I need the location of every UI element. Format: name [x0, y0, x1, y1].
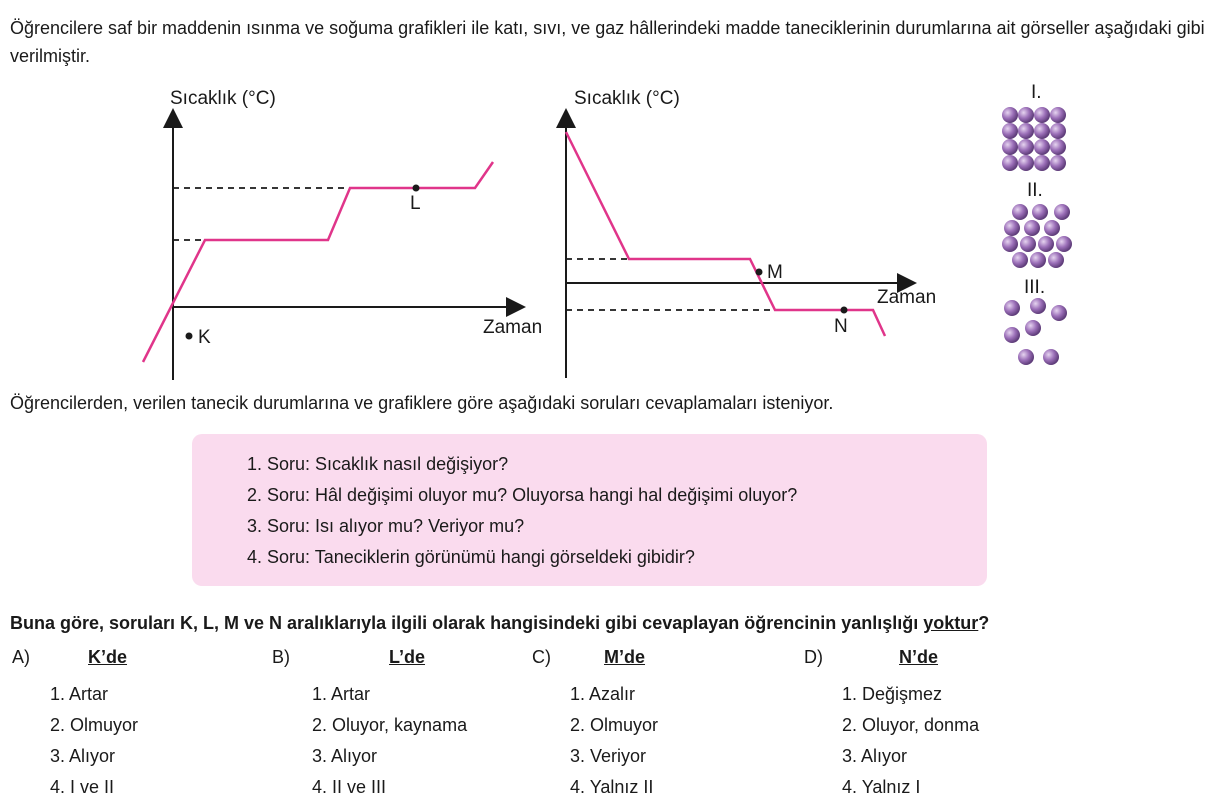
option-line: 1. Değişmez [842, 684, 943, 704]
point-K-label: K [198, 327, 211, 348]
particle [1002, 236, 1018, 252]
option-letter: D) [804, 647, 823, 667]
option-line: 1. Azalır [570, 684, 636, 704]
particle [1034, 123, 1050, 139]
option-letter: B) [272, 647, 290, 667]
particle [1012, 204, 1028, 220]
particle [1004, 327, 1020, 343]
particle [1043, 349, 1059, 365]
option-title: N’de [899, 647, 939, 667]
cooling-curve [566, 132, 885, 336]
particle [1025, 320, 1041, 336]
option-line: 1. Artar [50, 684, 109, 704]
particle [1038, 236, 1054, 252]
particle [1018, 123, 1034, 139]
particle [1004, 220, 1020, 236]
particle [1002, 139, 1018, 155]
particle [1034, 155, 1050, 171]
question-2: 2. Soru: Hâl değişimi oluyor mu? Oluyorsa hangi hal değişimi oluyor? [247, 485, 798, 505]
option-title: M’de [604, 647, 646, 667]
particle [1034, 107, 1050, 123]
x-axis-label: Zaman [877, 287, 937, 308]
gas-particles [1004, 298, 1067, 365]
option-line: 2. Olmuyor [570, 715, 659, 735]
particle [1012, 252, 1028, 268]
particle [1034, 139, 1050, 155]
question-stem: Buna göre, soruları K, L, M ve N aralıklarıyla ilgili olarak hangisindeki gibi cevaplayan öğrencinin yanlışlığı yoktur? [10, 613, 990, 633]
option-line: 3. Alıyor [312, 746, 378, 766]
particle [1050, 107, 1066, 123]
heating-graph [130, 80, 570, 385]
particle [1030, 252, 1046, 268]
particle-diagrams [995, 80, 1085, 375]
particle [1002, 107, 1018, 123]
option-line: 1. Artar [312, 684, 371, 704]
particle [1054, 204, 1070, 220]
particle [1044, 220, 1060, 236]
question-3: 3. Soru: Isı alıyor mu? Veriyor mu? [247, 516, 525, 536]
particle [1018, 349, 1034, 365]
particle [1048, 252, 1064, 268]
heating-curve [143, 162, 493, 362]
point-L-label: L [410, 193, 421, 214]
point-K-marker [186, 333, 193, 340]
y-axis-label: Sıcaklık (°C) [170, 88, 276, 109]
particle [1032, 204, 1048, 220]
option-c[interactable] [532, 647, 772, 797]
instruction-text: Öğrencilerden, verilen tanecik durumlarına ve grafiklere göre aşağıdaki soruları cevaplamaları isteniyor. [10, 393, 834, 413]
point-M-marker [756, 269, 763, 276]
particle [1050, 139, 1066, 155]
particle [1002, 155, 1018, 171]
option-title: L’de [389, 647, 426, 667]
particle [1004, 300, 1020, 316]
option-title: K’de [88, 647, 128, 667]
particle [1056, 236, 1072, 252]
particle-label-II: II. [1027, 180, 1043, 201]
option-line: 4. Yalnız I [842, 777, 921, 797]
particle [1024, 220, 1040, 236]
option-line: 4. Yalnız II [570, 777, 654, 797]
option-line: 4. II ve III [312, 777, 387, 797]
solid-particles [1002, 107, 1066, 171]
option-line: 3. Alıyor [842, 746, 908, 766]
option-d[interactable] [804, 647, 1044, 797]
cooling-graph [540, 80, 960, 385]
particle [1051, 305, 1067, 321]
option-line: 2. Oluyor, kaynama [312, 715, 468, 735]
particle-label-III: III. [1024, 277, 1046, 298]
point-N-marker [841, 307, 848, 314]
option-b[interactable] [272, 647, 512, 797]
option-line: 4. I ve II [50, 777, 115, 797]
option-letter: A) [12, 647, 30, 667]
particle [1018, 155, 1034, 171]
option-line: 2. Olmuyor [50, 715, 139, 735]
point-M-label: M [767, 262, 783, 283]
option-letter: C) [532, 647, 551, 667]
point-N-label: N [834, 316, 848, 337]
particle [1030, 298, 1046, 314]
question-4: 4. Soru: Taneciklerin görünümü hangi görseldeki gibidir? [247, 547, 695, 567]
question-box [192, 434, 987, 586]
option-line: 2. Oluyor, donma [842, 715, 980, 735]
option-line: 3. Veriyor [570, 746, 647, 766]
stem-underlined: yoktur [923, 613, 979, 633]
y-axis-label: Sıcaklık (°C) [574, 88, 680, 109]
option-line: 3. Alıyor [50, 746, 116, 766]
x-axis-label: Zaman [483, 317, 543, 338]
particle [1050, 123, 1066, 139]
particle-label-I: I. [1031, 82, 1042, 103]
option-a[interactable] [12, 647, 252, 797]
point-L-marker [413, 185, 420, 192]
particle [1018, 107, 1034, 123]
particle [1020, 236, 1036, 252]
particle [1018, 139, 1034, 155]
intro-text: Öğrencilere saf bir maddenin ısınma ve soğuma grafikleri ile katı, sıvı, ve gaz hâllerindeki madde taneciklerinin durumlarına ait görseller aşağıdaki gibi verilmiştir. [10, 18, 1205, 66]
particle [1002, 123, 1018, 139]
particle [1050, 155, 1066, 171]
question-1: 1. Soru: Sıcaklık nasıl değişiyor? [247, 454, 509, 474]
liquid-particles [1002, 204, 1072, 268]
